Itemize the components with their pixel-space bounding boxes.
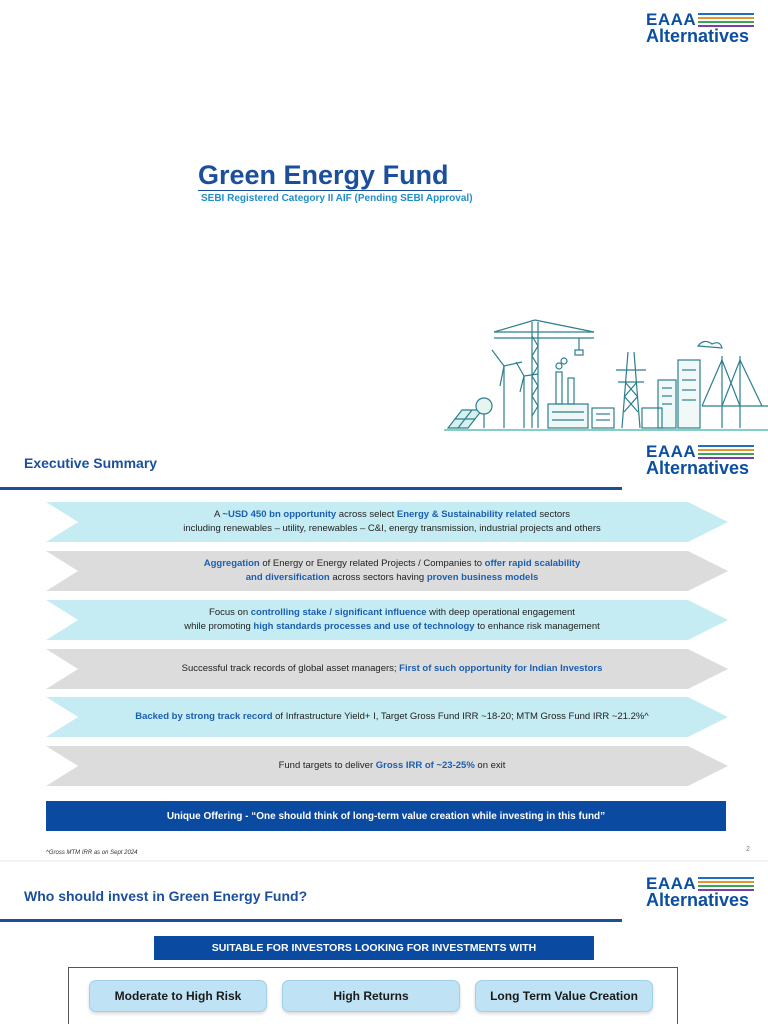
fund-title: Green Energy Fund <box>198 160 449 190</box>
highlight-text: offer rapid scalability <box>484 558 581 569</box>
bridge-icon <box>702 356 768 428</box>
summary-line <box>209 606 575 620</box>
highlight-text: ~USD 450 bn opportunity <box>222 509 337 520</box>
suitability-banner <box>154 936 594 960</box>
logo-bar <box>698 21 754 23</box>
unique-offering-text: Unique Offering - “One should think of long-term value creation while investing in this fund” <box>166 810 606 822</box>
eaaa-logo: EAAA Alternatives <box>646 442 758 482</box>
body-text: with deep operational engagement <box>426 607 575 618</box>
summary-line <box>182 662 603 676</box>
suitability-box <box>68 967 678 1024</box>
summary-row-text <box>116 697 668 737</box>
summary-line <box>204 557 580 571</box>
logo-bar <box>698 445 754 447</box>
chip-long-term-value: Long Term Value Creation <box>475 980 653 1012</box>
highlight-text: Aggregation <box>203 558 260 569</box>
summary-line <box>183 522 601 536</box>
body-text: of Energy or Energy related Projects / Companies to <box>259 558 485 569</box>
eaaa-logo: EAAA Alternatives <box>646 874 758 914</box>
summary-line <box>184 620 600 634</box>
highlight-text: Gross IRR of ~23-25% <box>375 760 475 771</box>
chip-moderate-high-risk: Moderate to High Risk <box>89 980 267 1012</box>
summary-line <box>279 759 506 773</box>
summary-row <box>46 600 728 640</box>
body-text: across select <box>336 509 397 520</box>
title-underline <box>198 190 462 191</box>
summary-row <box>46 697 728 737</box>
green-infrastructure-illustration <box>444 316 768 434</box>
summary-row-text <box>116 649 668 689</box>
logo-bar <box>698 881 754 883</box>
logo-bar <box>698 877 754 879</box>
summary-row <box>46 551 728 591</box>
fund-subtitle: SEBI Registered Category II AIF (Pending SEBI Approval) <box>201 193 473 204</box>
body-text: on exit <box>474 760 506 771</box>
summary-line <box>135 710 649 724</box>
footnote: ^Gross MTM IRR as on Sept 2024 <box>46 850 138 856</box>
highlight-text: controlling stake / significant influence <box>250 607 427 618</box>
section-heading: Executive Summary <box>24 455 158 471</box>
page-number: 2 <box>746 846 750 853</box>
logo-bar <box>698 17 754 19</box>
highlight-text: Backed by strong track record <box>135 711 273 722</box>
suitability-banner-text: SUITABLE FOR INVESTORS LOOKING FOR INVESTMENTS WITH <box>211 942 537 954</box>
summary-row <box>46 746 728 786</box>
solar-panel-icon <box>448 410 482 428</box>
summary-line <box>214 508 570 522</box>
summary-line <box>246 571 539 585</box>
summary-row <box>46 649 728 689</box>
summary-row <box>46 502 728 542</box>
factory-icon <box>548 358 588 428</box>
eaaa-logo: EAAA Alternatives <box>646 10 758 50</box>
summary-row-text <box>116 551 668 591</box>
highlight-text: Energy & Sustainability related <box>396 509 537 520</box>
body-text: while promoting <box>184 621 254 632</box>
highlight-text: and diversification <box>245 572 330 583</box>
summary-row-text <box>116 600 668 640</box>
body-text: Focus on <box>209 607 251 618</box>
executive-summary-slide <box>0 436 768 860</box>
highlight-text: First of such opportunity for Indian Investors <box>399 663 603 674</box>
heading-rule <box>0 487 622 490</box>
city-buildings-icon <box>642 341 722 428</box>
body-text: sectors <box>536 509 571 520</box>
logo-bar <box>698 13 754 15</box>
logo-bar <box>698 885 754 887</box>
summary-row-text <box>116 502 668 542</box>
title-slide <box>0 0 768 436</box>
highlight-text: proven business models <box>426 572 539 583</box>
who-should-invest-slide <box>0 862 768 1024</box>
wind-turbine-icon <box>492 350 538 428</box>
body-text: Successful track records of global asset managers; <box>181 663 400 674</box>
section-heading: Who should invest in Green Energy Fund? <box>24 888 308 904</box>
chip-high-returns: High Returns <box>282 980 460 1012</box>
body-text: including renewables – utility, renewables – C&I, energy transmission, industrial projects and others <box>183 523 601 534</box>
body-text: Fund targets to deliver <box>278 760 376 771</box>
unique-offering-banner <box>46 801 726 831</box>
body-text: to enhance risk management <box>474 621 600 632</box>
highlight-text: high standards processes and use of technology <box>253 621 475 632</box>
body-text: across sectors having <box>329 572 427 583</box>
summary-row-text <box>116 746 668 786</box>
logo-bar <box>698 449 754 451</box>
body-text: of Infrastructure Yield+ I, Target Gross Fund IRR ~18-20; MTM Gross Fund IRR ~21.2%^ <box>272 711 649 722</box>
heading-rule <box>0 919 622 922</box>
body-text: A <box>213 509 223 520</box>
logo-bar <box>698 453 754 455</box>
